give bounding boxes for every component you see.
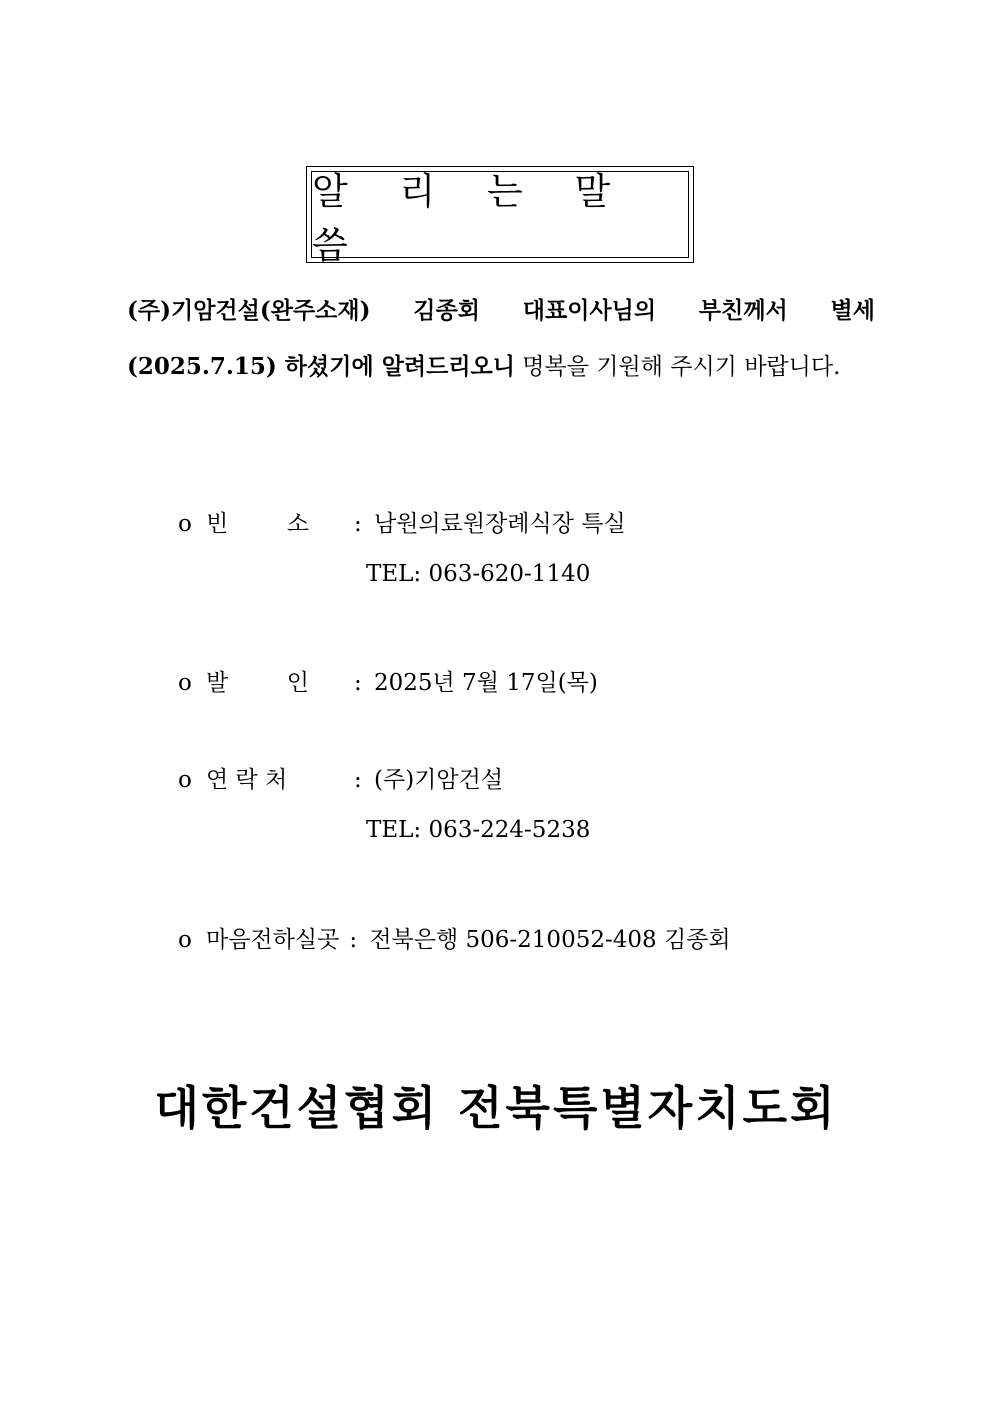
condolence-row bbox=[178, 921, 731, 954]
venue-label: 빈 소 bbox=[206, 511, 309, 537]
departure-value: 2025년 7월 17일(목) bbox=[374, 670, 598, 696]
contact-label: 연 락 처 bbox=[206, 767, 288, 793]
title-inner-border bbox=[311, 169, 689, 267]
venue-value: 남원의료원장례식장 특실 bbox=[374, 511, 626, 537]
bullet: o bbox=[178, 767, 192, 793]
contact-row bbox=[178, 761, 503, 794]
bullet: o bbox=[178, 511, 192, 537]
bullet: o bbox=[178, 927, 192, 953]
bullet: o bbox=[178, 670, 192, 696]
departure-row bbox=[178, 664, 598, 697]
organization-name: 대한건설협회 전북특별자치도회 bbox=[154, 1081, 838, 1135]
venue-tel: TEL: 063-620-1140 bbox=[366, 561, 591, 587]
title-box bbox=[306, 166, 694, 267]
condolence-value: 전북은행 506-210052-408 김종회 bbox=[369, 927, 731, 953]
intro-normal-text: 명복을 기원해 주시기 바랍니다. bbox=[515, 354, 841, 380]
intro-bold-text: (주)기암건설(완주소재) 김종회 대표이사님의 부친께서 별세 (2025.7.15) 하셨기에 알려드리오니 bbox=[127, 297, 875, 380]
separator: : bbox=[354, 670, 362, 696]
separator: : bbox=[354, 767, 362, 793]
venue-row bbox=[178, 505, 626, 538]
page-title: 알 리 는 말 씀 bbox=[312, 169, 631, 267]
contact-tel: TEL: 063-224-5238 bbox=[366, 817, 591, 843]
condolence-label: 마음전하실곳 bbox=[206, 927, 340, 953]
contact-value: (주)기암건설 bbox=[374, 767, 504, 793]
separator: : bbox=[354, 511, 362, 537]
intro-paragraph bbox=[127, 283, 875, 395]
separator: : bbox=[349, 927, 358, 953]
departure-label: 발 인 bbox=[206, 670, 309, 696]
